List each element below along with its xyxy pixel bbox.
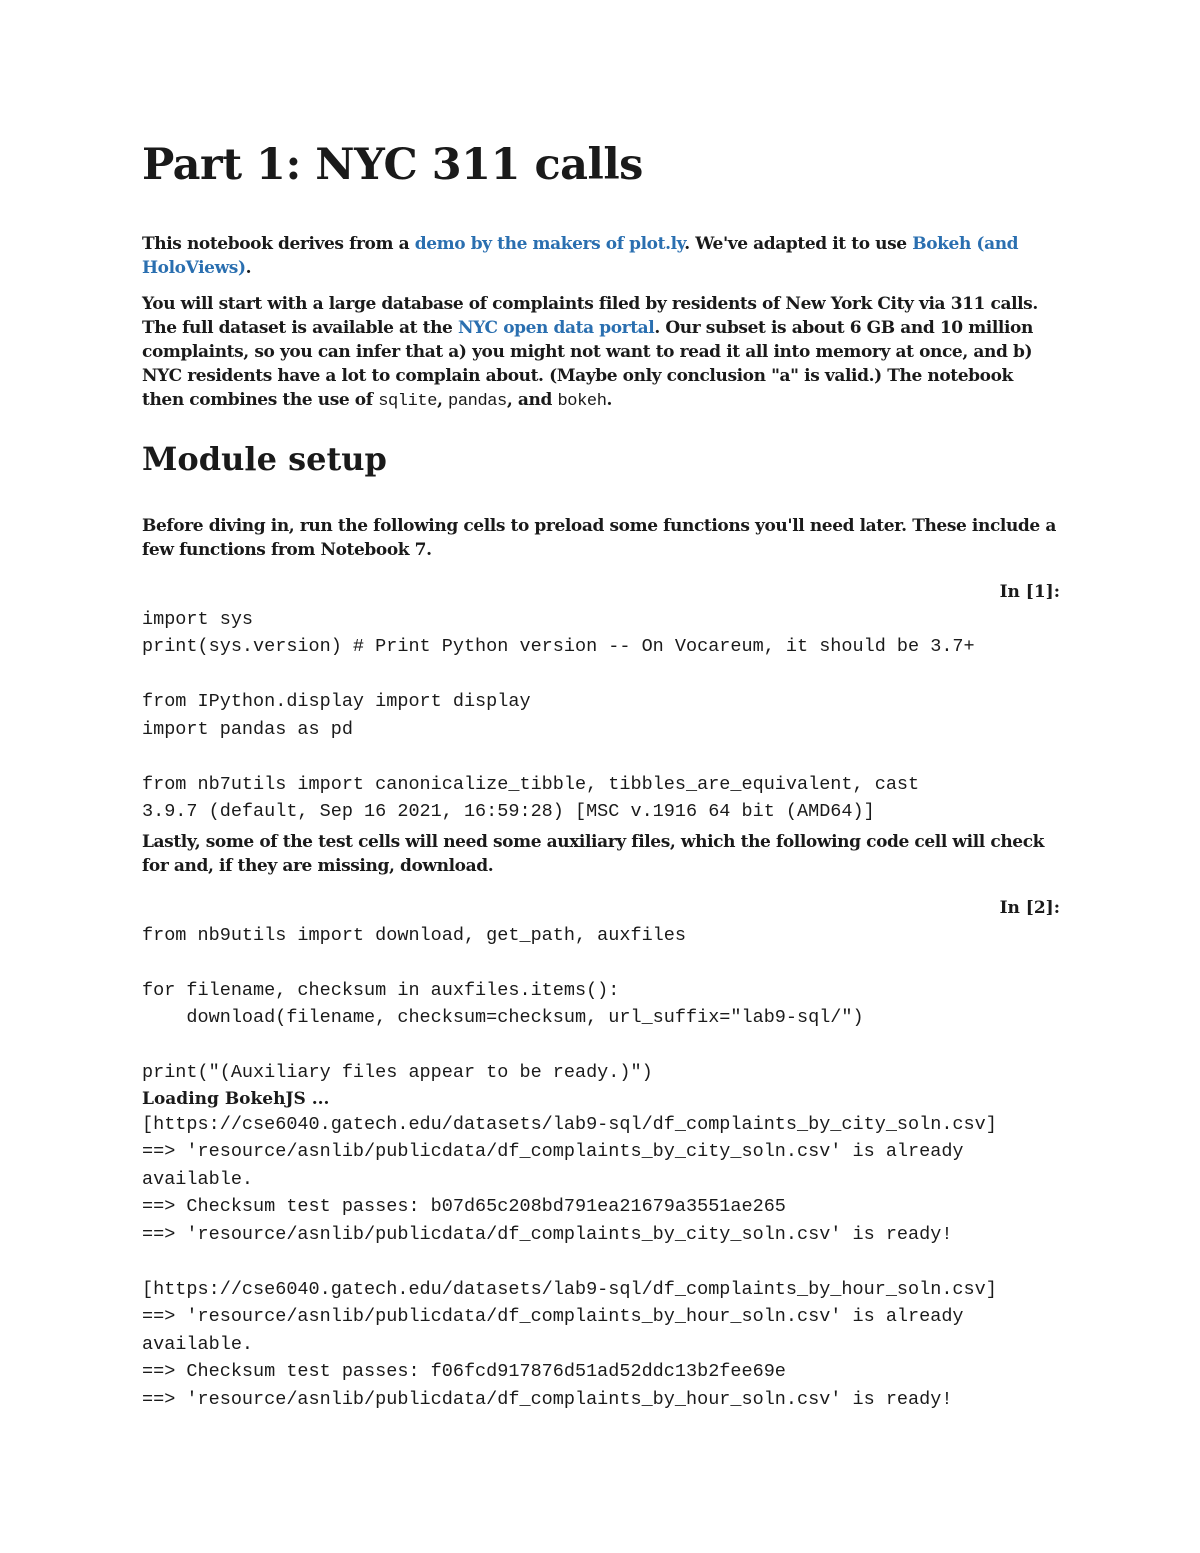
notebook-page xyxy=(142,140,1060,1413)
section-title: Module setup xyxy=(142,439,387,478)
cell-2-prompt: In [2]: xyxy=(999,897,1060,918)
setup-paragraph: Before diving in, run the following cells to preload some functions you'll need later. These include a few functions from Notebook 7. xyxy=(142,515,1056,560)
dataset-paragraph xyxy=(142,292,1060,414)
intro-paragraph xyxy=(142,232,1060,280)
intro-text-1: This notebook derives from a xyxy=(142,233,415,254)
dataset-text-2: . Our subset is about 6 GB and 10 million complaints, so you can infer that a) you might not want to read it all into memory at once, and b) NYC residents have a lot to complain about. (Maybe only conclusion "a" is valid.) The notebook then combines the use of xyxy=(142,317,1033,410)
page-title: Part 1: NYC 311 calls xyxy=(142,140,643,190)
dataset-text-3: . xyxy=(606,389,613,410)
intro-text-2: . We've adapted it to use xyxy=(684,233,913,254)
aux-files-paragraph: Lastly, some of the test cells will need some auxiliary files, which the following code cell will check for and, if they are missing, download. xyxy=(142,831,1045,876)
sqlite-code: sqlite xyxy=(378,391,437,411)
bokeh-code: bokeh xyxy=(557,391,607,411)
nyc-open-data-link[interactable]: NYC open data portal xyxy=(457,317,655,338)
pandas-code: pandas xyxy=(448,391,507,411)
cell-2-code[interactable]: from nb9utils import download, get_path, auxfiles for filename, checksum in auxfiles.items(): download(filename, checksum=checksum, url_suffix="lab9-sql/") print("(Auxiliary files appear to be ready.)") xyxy=(142,924,864,1084)
loading-bokeh-label: Loading BokehJS ... xyxy=(142,1088,330,1109)
plotly-demo-link[interactable]: demo by the makers of plot.ly xyxy=(414,233,685,254)
cell-1-output: 3.9.7 (default, Sep 16 2021, 16:59:28) [MSC v.1916 64 bit (AMD64)] xyxy=(142,801,875,823)
separator-2: , and xyxy=(506,389,558,410)
cell-1-prompt: In [1]: xyxy=(999,581,1060,602)
cell-1-code[interactable]: import sys print(sys.version) # Print Python version -- On Vocareum, it should be 3.7+ from IPython.display import display import pandas as pd from nb7utils import canonicalize_tibble, tibbles_are_equivalent, cast xyxy=(142,608,975,795)
bokeh-holoviews-link[interactable]: Bokeh (and HoloViews) xyxy=(142,233,1019,278)
cell-2-output: [https://cse6040.gatech.edu/datasets/lab9-sql/df_complaints_by_city_soln.csv] ==> 'resource/asnlib/publicdata/df_complaints_by_city_soln.csv' is already available. ==> Checksum test passes: b07d65c208bd791ea21679a3551ae265 ==> 'resource/asnlib/publicdata/df_complaints_by_city_soln.csv' is ready! [https://cse6040.gatech.edu/datasets/lab9-sql/df_complaints_by_hour_soln.csv] ==> 'resource/asnlib/publicdata/df_complaints_by_hour_soln.csv' is already available. ==> Checksum test passes: f06fcd917876d51ad52ddc13b2fee69e ==> 'resource/asnlib/publicdata/df_complaints_by_hour_soln.csv' is ready! xyxy=(142,1113,997,1410)
intro-text-3: . xyxy=(245,257,252,278)
separator-1: , xyxy=(437,389,449,410)
dataset-text-1: You will start with a large database of complaints filed by residents of New York City via 311 calls. The full dataset is available at the xyxy=(142,293,1038,338)
